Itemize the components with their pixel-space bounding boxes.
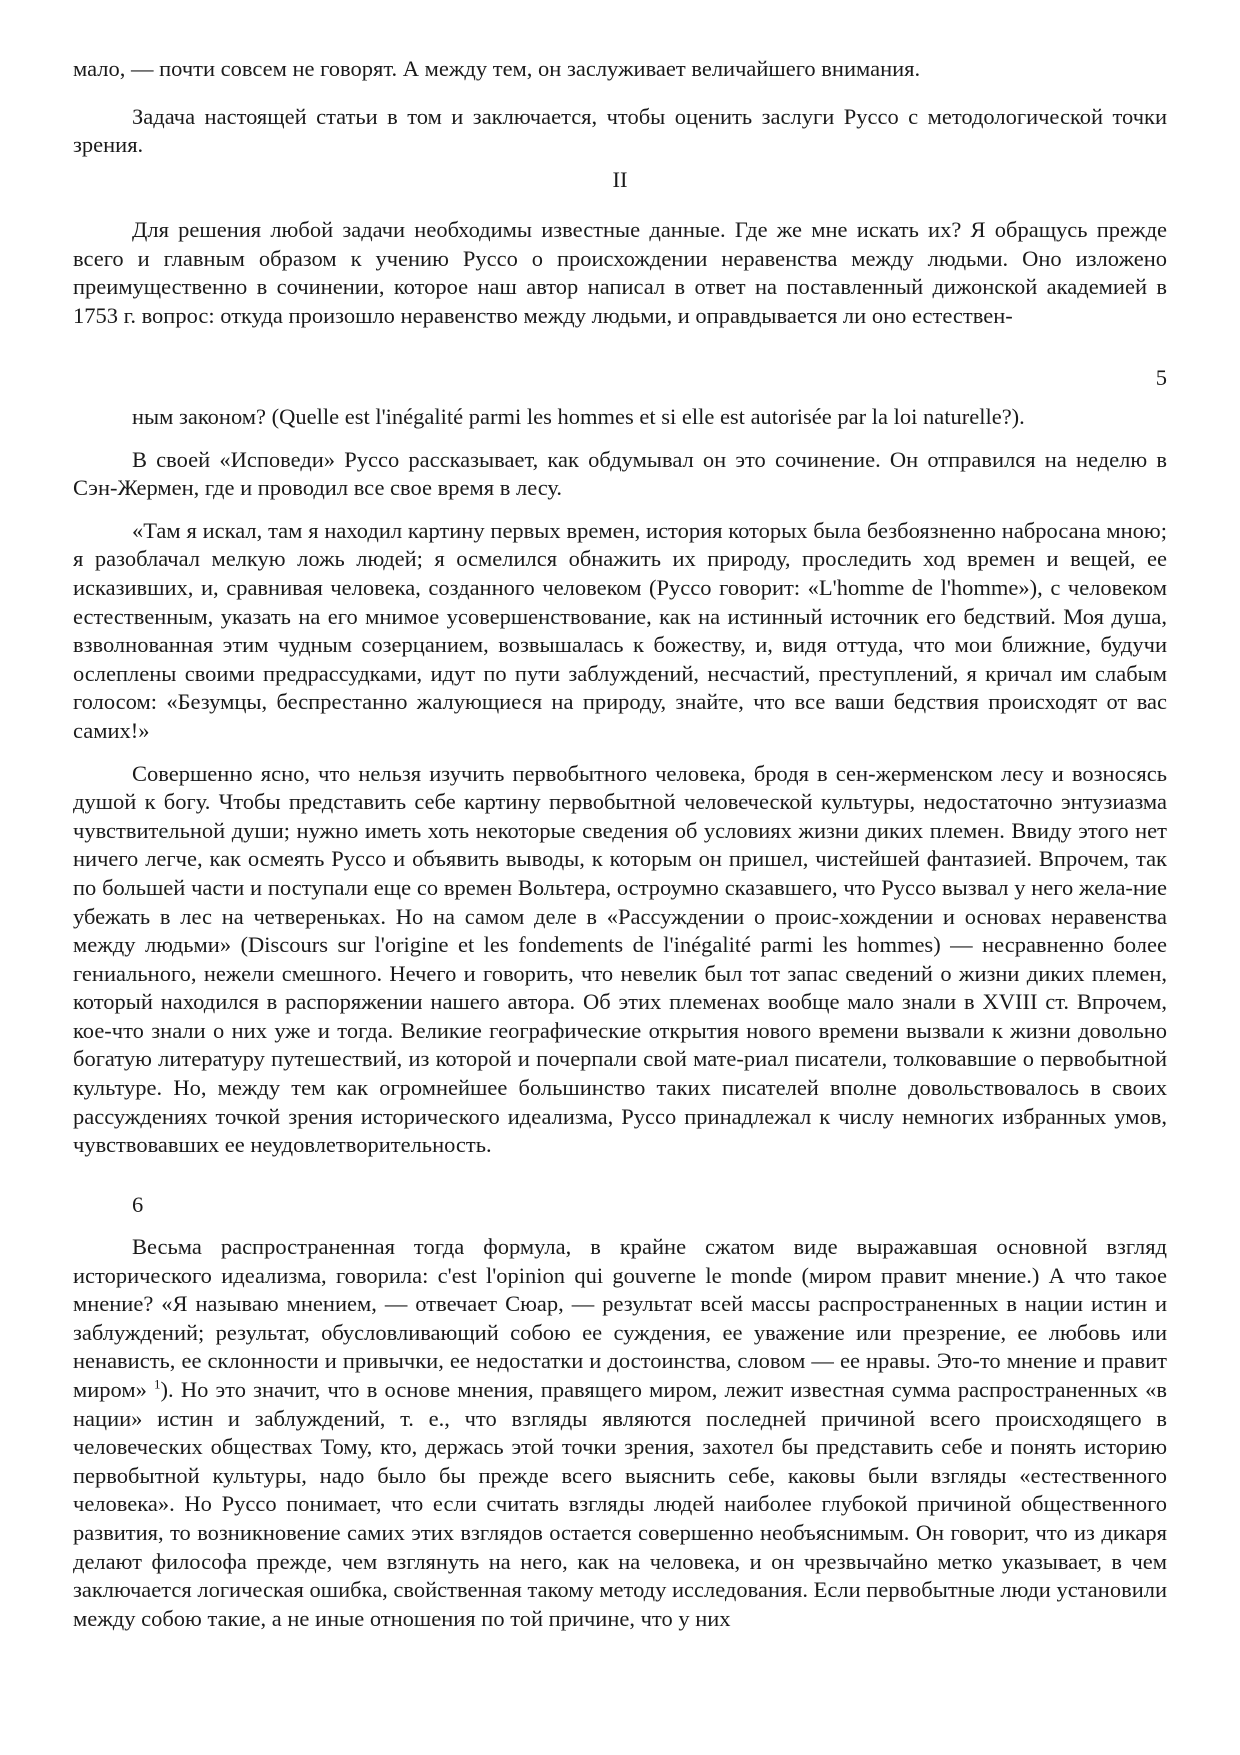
paragraph-2: Задача настоящей статьи в том и заключается, чтобы оценить заслуги Руссо с методологической точки зрения. [73, 103, 1167, 158]
footnote-reference[interactable]: 1 [154, 1376, 161, 1392]
page-number: 6 [132, 1192, 144, 1217]
paragraph-8-part-1: Весьма распространенная тогда формула, в крайне сжатом виде выражавшая основной взгляд исторического идеализма, говорила: c'est l'opinion qui gouverne le monde (миром правит мнение.) А что такое мнение? «Я называю мнением, — отвечает Сюар, — результат всей массы распространенных в нации истин и заблуждений; результат, обусловливающий собою ее суждения, ее уважение или презрение, ее любовь или ненависть, ее склонности и привычки, ее недостатки и достоинства, словом — ее нравы. Это-то мнение и правит миром» [73, 1234, 1167, 1402]
body-text-section-2 [73, 216, 1167, 330]
body-text-bottom [73, 1233, 1167, 1633]
paragraph-3: Для решения любой задачи необходимы известные данные. Где же мне искать их? Я обращусь прежде всего и главным образом к учению Руссо о происхождении неравенства между людьми. Оно изложено преимущественно в сочинении, которое наш автор написал в ответ на поставленный дижонской академией в 1753 г. вопрос: откуда произошло неравенство между людьми, и оправдывается ли оно естествен- [73, 217, 1167, 328]
paragraph-8 [73, 1233, 1167, 1633]
paragraph-4: ным законом? (Quelle est l'inégalité parmi les hommes et si elle est autorisée par la loi naturelle?). [132, 404, 1025, 429]
paragraph-7: Совершенно ясно, что нельзя изучить первобытного человека, бродя в сен-жерменском лесу и возносясь душой к богу. Чтобы представить себе картину первобытной человеческой культуры, недостаточно энтузиазма чувствительной души; нужно иметь хоть некоторые сведения об условиях жизни диких племен. Ввиду этого нет ничего легче, как осмеять Руссо и объявить выводы, к которым он пришел, чистейшей фантазией. Впрочем, так по большей части и поступали еще со времен Вольтера, остроумно сказавшего, что Руссо вызвал у него жела-ние убежать в лес на четвереньках. Но на самом деле в «Рассуждении о проис-хождении и основах неравенства между людьми» (Discours sur l'origine et les fondements de l'inégalité parmi les hommes) — несравненно более гениального, нежели смешного. Нечего и говорить, что невелик был тот запас сведений о жизни диких племен, который находился в распоряжении нашего автора. Об этих племенах вообще мало знали в XVIII ст. Впрочем, кое-что знали о них уже и тогда. Великие географические открытия нового времени вызвали к жизни довольно богатую литературу путешествий, из которой и почерпали свой мате-риал писатели, толковавшие о первобытной культуре. Но, между тем как огромнейшее большинство таких писателей вполне довольствовалось в своих рассуждениях точкой зрения исторического идеализма, Руссо принадлежал к числу немногих избранных умов, чувствовавших ее неудовлетворительность. [73, 760, 1167, 1158]
paragraph-1: мало, — почти совсем не говорят. А между тем, он заслуживает величайшего внимания. [73, 56, 921, 81]
body-text-middle [73, 403, 1167, 1160]
paragraph-8-part-2: ). Но это значит, что в основе мнения, правящего миром, лежит известная сумма распространенных «в нации» истин и заблуждений, т. е., что взгляды являются последней причиной всего происходящего в человеческих обществах Тому, кто, держась этой точки зрения, захотел бы представить себе и понять историю первобытной культуры, надо было бы прежде всего выяснить себе, каковы были взгляды «естественного человека». Но Руссо понимает, что если считать взгляды людей наиболее глубокой причиной общественного развития, то возникновение самих этих взглядов остается совершенно необъяснимым. Он говорит, что из дикаря делают философа прежде, чем взглянуть на него, как на человека, и он чрезвычайно метко указывает, в чем заключается логическая ошибка, свойственная такому методу исследования. Если первобытные люди установили между собою такие, а не иные отношения по той причине, что у них [73, 1376, 1168, 1631]
body-text-top [73, 55, 1167, 160]
section-heading: II [612, 167, 628, 192]
paragraph-5: В своей «Исповеди» Руссо рассказывает, как обдумывал он это сочинение. Он отправился на неделю в Сэн-Жермен, где и проводил все свое время в лесу. [73, 446, 1167, 501]
page-number: 5 [1155, 365, 1167, 390]
paragraph-6-quote: «Там я искал, там я находил картину первых времен, история которых была безбоязненно набросана мною; я разоблачал мелкую ложь людей; я осмелился обнажить их природу, проследить ход времен и вещей, ее исказивших, и, сравнивая человека, созданного человеком (Руссо говорит: «L'homme de l'homme»), с человеком естественным, указать на его мнимое усовершенствование, как на истинный источник его бедствий. Моя душа, взволнованная этим чудным созерцанием, возвышалась к божеству, и, видя оттуда, что мои ближние, будучи ослеплены своими предрассудками, идут по пути заблуждений, несчастий, преступлений, я кричал им слабым голосом: «Безумцы, беспрестанно жалующиеся на природу, знайте, что все ваши бедствия происходят от вас самих!» [73, 517, 1167, 743]
